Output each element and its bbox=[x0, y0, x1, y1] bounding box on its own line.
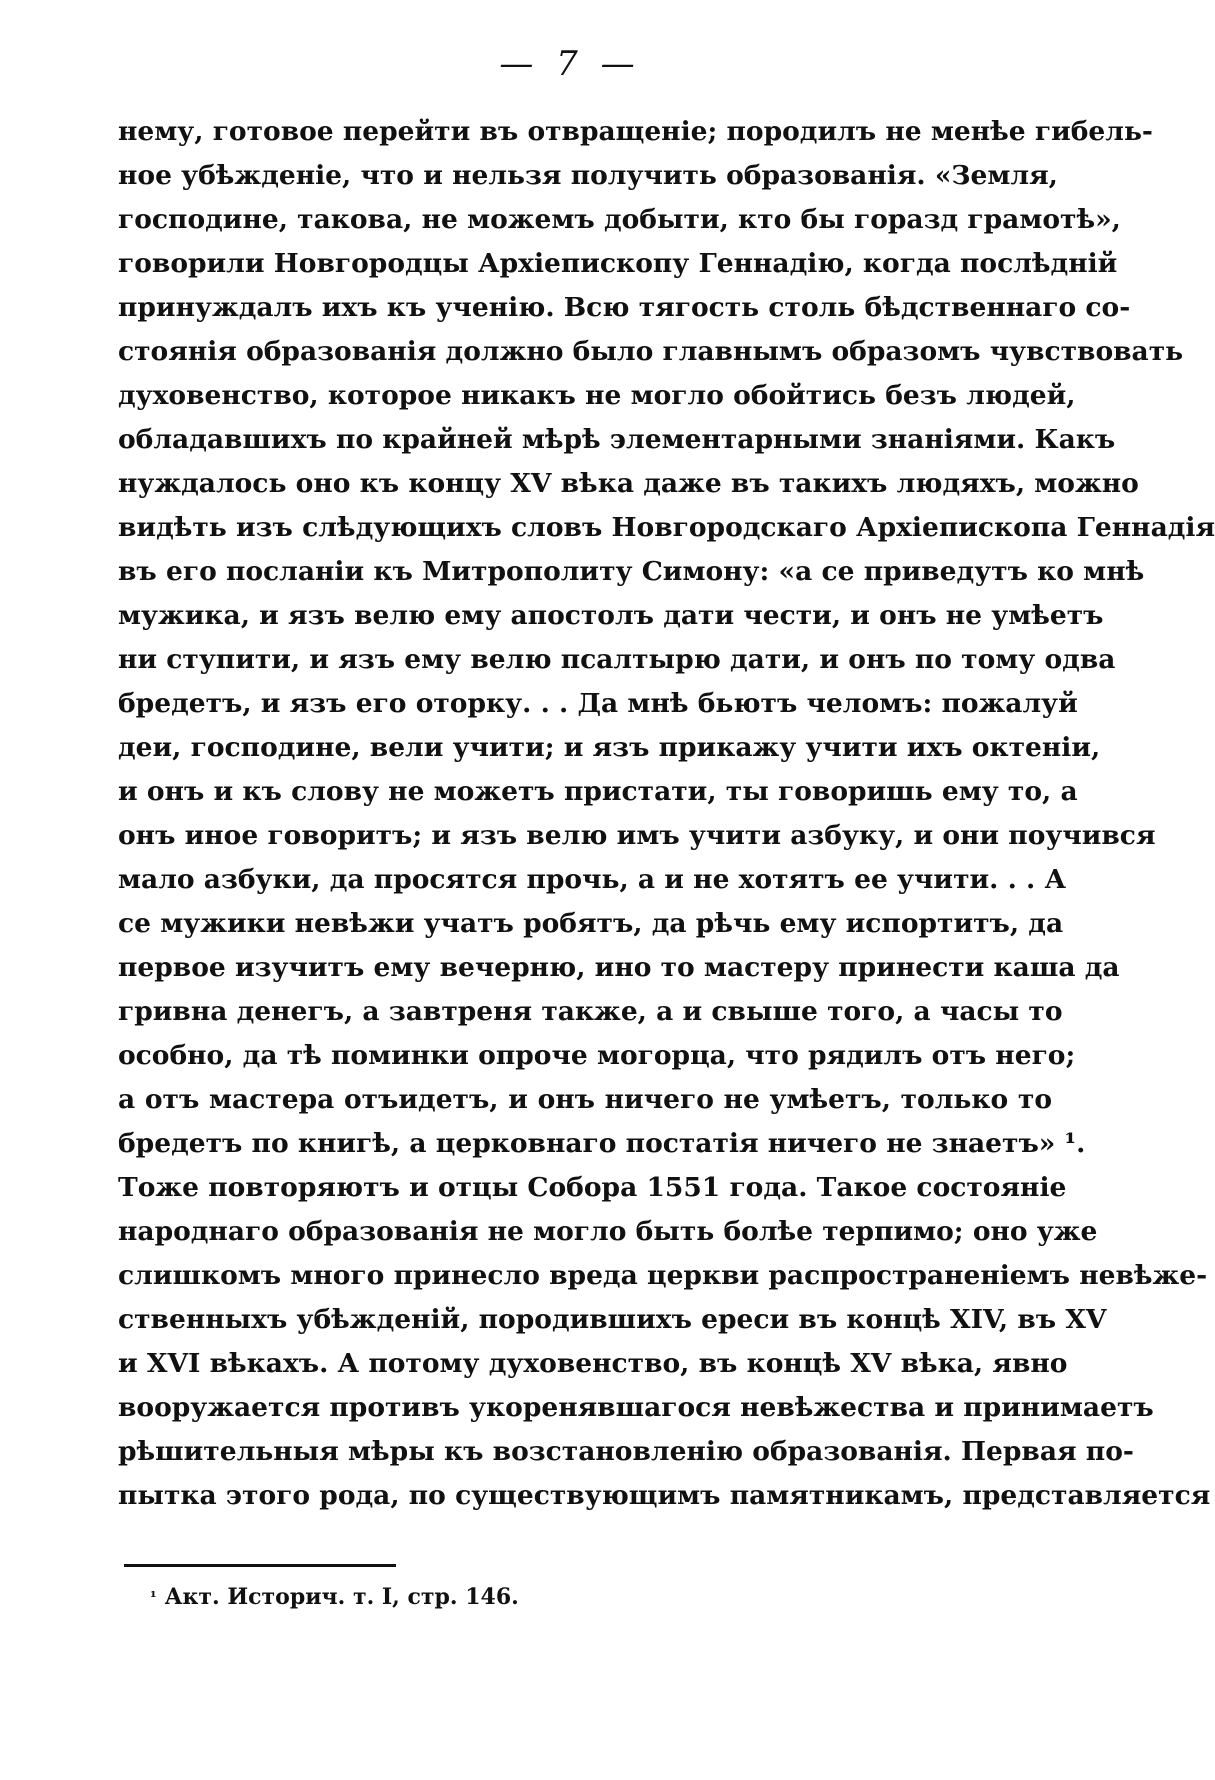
text-line: деи, господине, вели учити; и язъ прикажу учити ихъ октеніи, bbox=[118, 732, 1101, 763]
text-line: мужика, и язъ велю ему апостолъ дати чести, и онъ не умѣетъ bbox=[118, 600, 1104, 631]
text-line: пытка этого рода, по существующимъ памятникамъ, представляется bbox=[118, 1480, 1211, 1511]
text-line: принуждалъ ихъ къ ученію. Всю тягость столь бѣдственнаго со- bbox=[118, 292, 1131, 323]
text-line: особно, да тѣ поминки опроче могорца, что рядилъ отъ него; bbox=[118, 1040, 1076, 1071]
text-line: бредетъ, и язъ его оторку. . . Да мнѣ бьютъ челомъ: пожалуй bbox=[118, 688, 1078, 719]
footnote bbox=[150, 1582, 519, 1612]
text-line: видѣть изъ слѣдующихъ словъ Новгородскаго Архіепископа Геннадія bbox=[118, 512, 1215, 543]
text-line: ни ступити, и язъ ему велю псалтырю дати, и онъ по тому одва bbox=[118, 644, 1116, 675]
page-number: — 7 — bbox=[499, 44, 641, 84]
text-line: стоянія образованія должно было главнымъ образомъ чувствовать bbox=[118, 336, 1184, 367]
footnote-divider bbox=[124, 1564, 396, 1567]
text-line: слишкомъ много принесло вреда церкви распространеніемъ невѣже- bbox=[118, 1260, 1208, 1291]
text-line: нуждалось оно къ концу XV вѣка даже въ такихъ людяхъ, можно bbox=[118, 468, 1139, 499]
text-line: бредетъ по книгѣ, а церковнаго постатія ничего не знаетъ» ¹. bbox=[118, 1128, 1086, 1159]
text-line: первое изучитъ ему вечерню, ино то мастеру принести каша да bbox=[118, 952, 1120, 983]
text-line: онъ иное говоритъ; и язъ велю имъ учити азбуку, и они поучився bbox=[118, 820, 1156, 851]
text-line: народнаго образованія не могло быть болѣе терпимо; оно уже bbox=[118, 1216, 1098, 1247]
text-line: Тоже повторяютъ и отцы Собора 1551 года. Такое состояніе bbox=[118, 1172, 1067, 1203]
text-line: гривна денегъ, а завтреня также, а и свыше того, а часы то bbox=[118, 996, 1063, 1027]
text-line: се мужики невѣжи учатъ робятъ, да рѣчь ему испортитъ, да bbox=[118, 908, 1064, 939]
text-line: ное убѣжденіе, что и нельзя получить образованія. «Земля, bbox=[118, 160, 1058, 191]
text-line: и XVI вѣкахъ. А потому духовенство, въ концѣ XV вѣка, явно bbox=[118, 1348, 1068, 1379]
text-line: обладавшихъ по крайней мѣрѣ элементарными знаніями. Какъ bbox=[118, 424, 1116, 455]
text-line: мало азбуки, да просятся прочь, а и не хотятъ ее учити. . . А bbox=[118, 864, 1067, 895]
text-line: духовенство, которое никакъ не могло обойтись безъ людей, bbox=[118, 380, 1076, 411]
text-line: рѣшительныя мѣры къ возстановленію образованія. Первая по- bbox=[118, 1436, 1134, 1467]
text-line: господине, такова, не можемъ добыти, кто бы горазд грамотѣ», bbox=[118, 204, 1121, 235]
text-line: вооружается противъ укоренявшагося невѣжества и принимаетъ bbox=[118, 1392, 1154, 1423]
text-line: ственныхъ убѣжденій, породившихъ ереси въ концѣ XIV, въ XV bbox=[118, 1304, 1107, 1335]
text-line: въ его посланіи къ Митрополиту Симону: «а се приведутъ ко мнѣ bbox=[118, 556, 1145, 587]
footnote-marker: ¹ bbox=[150, 1588, 157, 1606]
text-line: нему, готовое перейти въ отвращеніе; породилъ не менѣе гибель- bbox=[118, 116, 1153, 147]
text-line: и онъ и къ слову не можетъ пристати, ты говоришь ему то, а bbox=[118, 776, 1078, 807]
footnote-text: Акт. Историч. т. I, стр. 146. bbox=[164, 1584, 519, 1610]
text-line: а отъ мастера отъидетъ, и онъ ничего не умѣетъ, только то bbox=[118, 1084, 1052, 1115]
text-line: говорили Новгородцы Архіепископу Геннадію, когда послѣдній bbox=[118, 248, 1118, 279]
body-text bbox=[118, 110, 1215, 1518]
